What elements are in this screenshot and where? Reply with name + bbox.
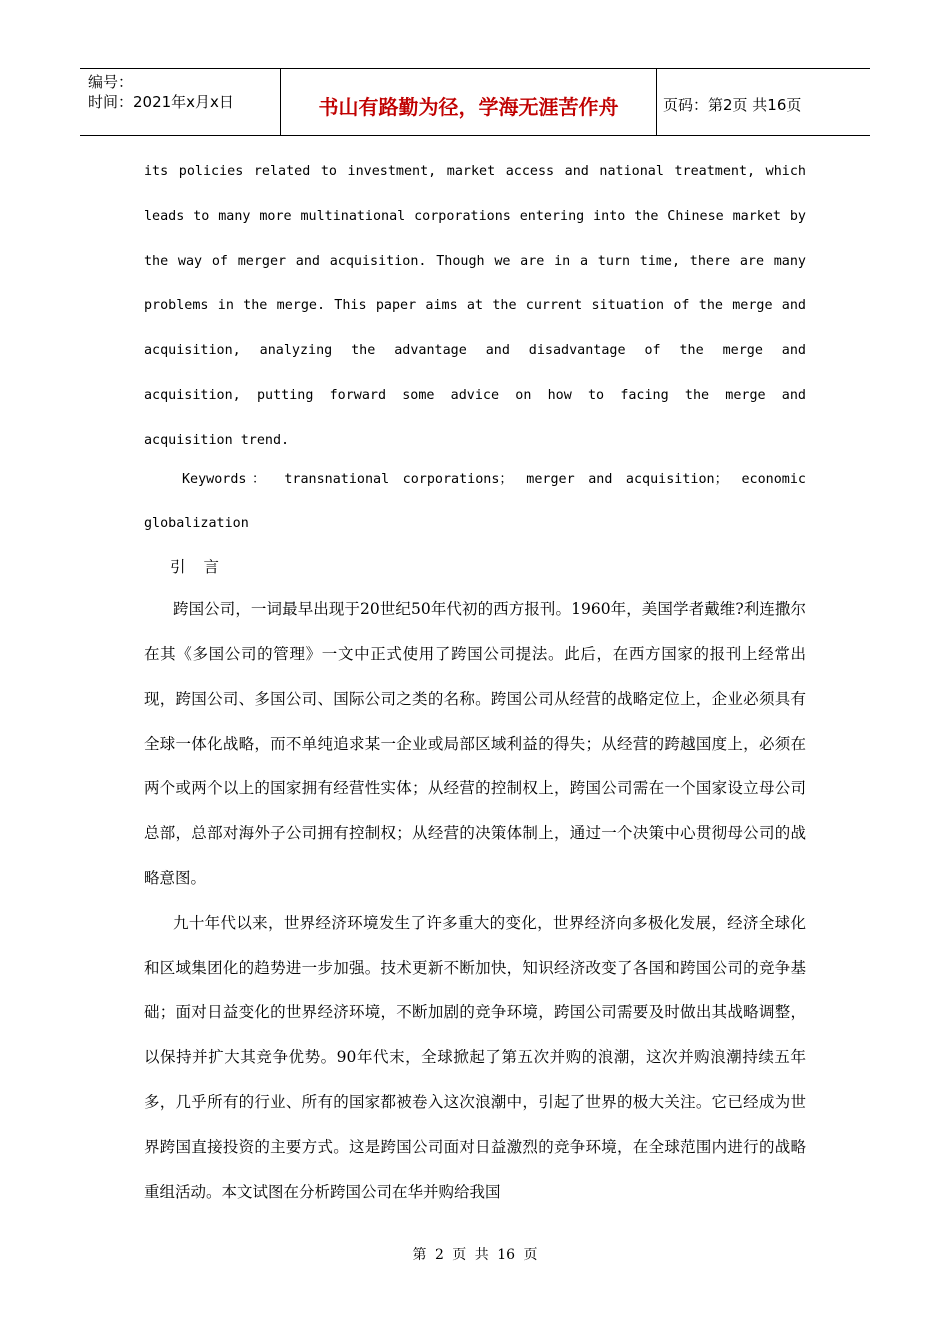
document-number-label: 编号： (88, 73, 134, 91)
document-time: 时间：2021年x月x日 (88, 93, 234, 111)
section-title-introduction: 引言 (170, 558, 238, 577)
header-meta (80, 69, 281, 135)
header-motto: 书山有路勤为径，学海无涯苦作舟 (281, 69, 657, 135)
page-header (80, 68, 870, 136)
page-footer: 第 2 页 共 16 页 (412, 1247, 538, 1263)
document-body (144, 150, 806, 1214)
header-page-info: 页码：第2页 共16页 (663, 95, 802, 114)
keywords-english: Keywords： transnational corporations； merger and acquisition； economic globalization (144, 471, 806, 532)
body-paragraph: 跨国公司，一词最早出现于20世纪50年代初的西方报刊。1960年，美国学者戴维?利连撒尔在其《多国公司的管理》一文中正式使用了跨国公司提法。此后，在西方国家的报刊上经常出现，跨国公司、多国公司、国际公司之类的名称。跨国公司从经营的战略定位上，企业必须具有全球一体化战略，而不单纯追求某一企业或局部区域利益的得失；从经营的跨越国度上，必须在两个或两个以上的国家拥有经营性实体；从经营的控制权上，跨国公司需在一个国家设立母公司总部，总部对海外子公司拥有控制权；从经营的决策体制上，通过一个决策中心贯彻母公司的战略意图。 (144, 600, 806, 887)
abstract-english: its policies related to investment, market access and national treatment, which leads to many more multinational corporations entering into the Chinese market by the way of merger and acquisition. Though we are in a turn time, there are many problems in the merge. This paper aims at the current situation of the merge and acquisition, analyzing the advantage and disadvantage of the merge and acquisition, putting forward some advice on how to facing the merge and acquisition trend. (144, 164, 806, 448)
body-paragraph: 九十年代以来，世界经济环境发生了许多重大的变化，世界经济向多极化发展，经济全球化和区域集团化的趋势进一步加强。技术更新不断加快，知识经济改变了各国和跨国公司的竞争基础；面对日益变化的世界经济环境，不断加剧的竞争环境，跨国公司需要及时做出其战略调整，以保持并扩大其竞争优势。90年代末，全球掀起了第五次并购的浪潮，这次并购浪潮持续五年多，几乎所有的行业、所有的国家都被卷入这次浪潮中，引起了世界的极大关注。它已经成为世界跨国直接投资的主要方式。这是跨国公司面对日益激烈的竞争环境，在全球范围内进行的战略重组活动。本文试图在分析跨国公司在华并购给我国 (144, 913, 806, 1201)
